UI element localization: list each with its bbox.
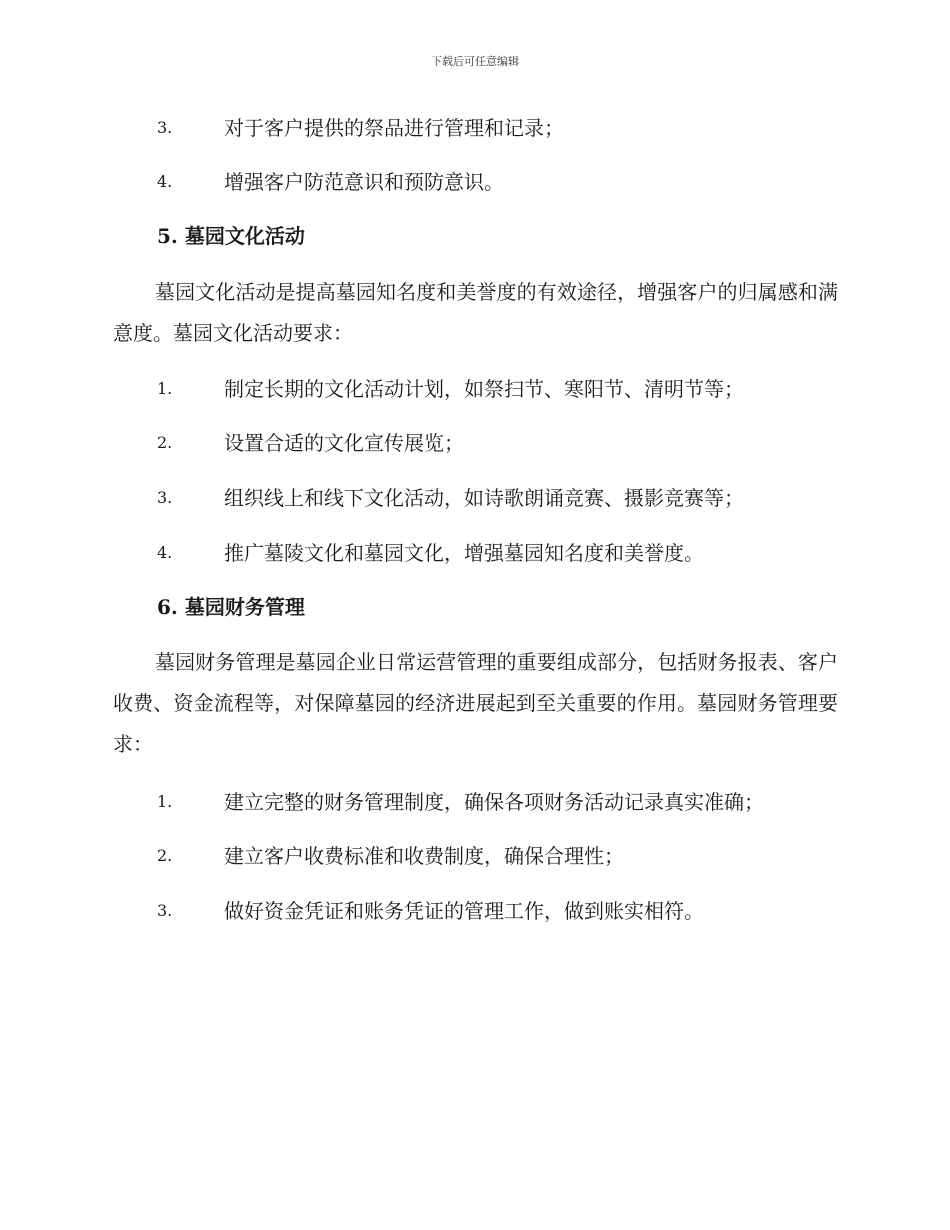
list-number: 2. <box>157 433 173 452</box>
list-text: 增强客户防范意识和预防意识。 <box>224 170 504 194</box>
section-heading-finance: 6. 墓园财务管理 <box>157 595 305 619</box>
list-item <box>0 167 950 197</box>
list-item <box>0 787 950 817</box>
list-text: 建立客户收费标准和收费制度，确保合理性； <box>224 844 624 868</box>
list-text: 做好资金凭证和账务凭证的管理工作，做到账实相符。 <box>224 899 704 923</box>
list-number: 4. <box>157 543 173 562</box>
list-text: 制定长期的文化活动计划，如祭扫节、寒阳节、清明节等； <box>224 377 744 401</box>
list-text: 组织线上和线下文化活动，如诗歌朗诵竞赛、摄影竞赛等； <box>224 486 744 510</box>
list-number: 3. <box>157 488 173 507</box>
list-text: 建立完整的财务管理制度，确保各项财务活动记录真实准确； <box>224 790 764 814</box>
section-heading-culture: 5. 墓园文化活动 <box>157 224 305 248</box>
list-item <box>0 428 950 458</box>
list-text: 推广墓陵文化和墓园文化，增强墓园知名度和美誉度。 <box>224 541 704 565</box>
list-number: 1. <box>157 792 173 811</box>
list-number: 3. <box>157 118 173 137</box>
list-text: 设置合适的文化宣传展览； <box>224 431 464 455</box>
section-paragraph-culture: 墓园文化活动是提高墓园知名度和美誉度的有效途径，增强客户的归属感和满意度。墓园文化活动要求： <box>113 280 838 345</box>
page-header: 下载后可任意编辑 <box>431 55 519 68</box>
list-text: 对于客户提供的祭品进行管理和记录； <box>224 116 564 140</box>
list-item <box>0 483 950 513</box>
list-item <box>0 841 950 871</box>
list-number: 4. <box>157 172 173 191</box>
list-item <box>0 374 950 404</box>
list-item <box>0 896 950 926</box>
list-item <box>0 113 950 143</box>
list-number: 2. <box>157 846 173 865</box>
section-paragraph-finance: 墓园财务管理是墓园企业日常运营管理的重要组成部分，包括财务报表、客户收费、资金流程等，对保障墓园的经济进展起到至关重要的作用。墓园财务管理要求： <box>113 650 838 756</box>
list-number: 1. <box>157 379 173 398</box>
list-number: 3. <box>157 901 173 920</box>
list-item <box>0 538 950 568</box>
